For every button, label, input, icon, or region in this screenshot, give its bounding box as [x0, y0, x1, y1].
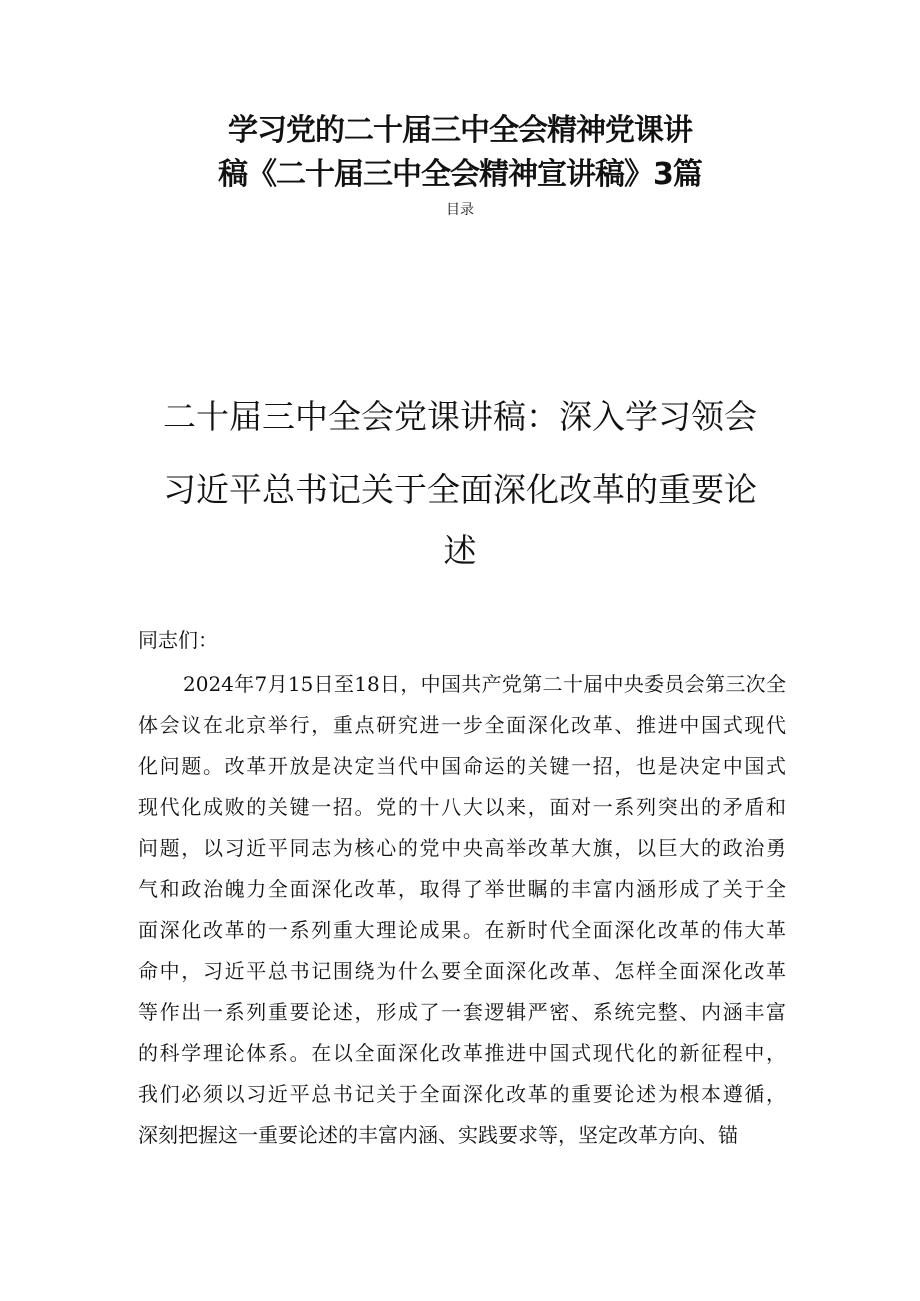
paragraph-line: 等作出一系列重要论述，形成了一套逻辑严密、系统完整、内涵丰富 — [138, 1000, 786, 1024]
paragraph-line: 问题，以习近平同志为核心的党中央高举改革大旗，以巨大的政治勇 — [138, 836, 786, 860]
salutation: 同志们： — [138, 628, 218, 652]
section-title-line-1: 二十届三中全会党课讲稿：深入学习领会 — [163, 397, 757, 436]
paragraph-line: 化问题。改革开放是决定当代中国命运的关键一招，也是决定中国式 — [138, 754, 786, 778]
paragraph-line: 现代化成败的关键一招。党的十八大以来，面对一系列突出的矛盾和 — [138, 795, 786, 819]
paragraph-line: 气和政治魄力全面深化改革，取得了举世瞩的丰富内涵形成了关于全 — [138, 877, 786, 901]
paragraph-line: 2024年7月15日至18日，中国共产党第二十届中央委员会第三次全 — [183, 672, 786, 696]
document-title-line-1: 学习党的二十届三中全会精神党课讲 — [228, 113, 692, 148]
paragraph-line: 我们必须以习近平总书记关于全面深化改革的重要论述为根本遵循， — [138, 1082, 786, 1106]
paragraph-line: 面深化改革的一系列重大理论成果。在新时代全面深化改革的伟大革 — [138, 918, 786, 942]
paragraph-line: 命中，习近平总书记围绕为什么要全面深化改革、怎样全面深化改革 — [138, 959, 786, 983]
paragraph-line: 的科学理论体系。在以全面深化改革推进中国式现代化的新征程中， — [138, 1041, 786, 1065]
toc-label: 目录 — [446, 202, 474, 218]
section-title-line-3: 述 — [443, 531, 477, 570]
section-title-line-2: 习近平总书记关于全面深化改革的重要论 — [163, 470, 757, 509]
paragraph-line: 体会议在北京举行，重点研究进一步全面深化改革、推进中国式现代 — [138, 713, 786, 737]
paragraph-line: 深刻把握这一重要论述的丰富内涵、实践要求等，坚定改革方向、锚 — [138, 1123, 738, 1147]
document-title-line-2: 稿《二十届三中全会精神宣讲稿》3篇 — [218, 157, 702, 192]
